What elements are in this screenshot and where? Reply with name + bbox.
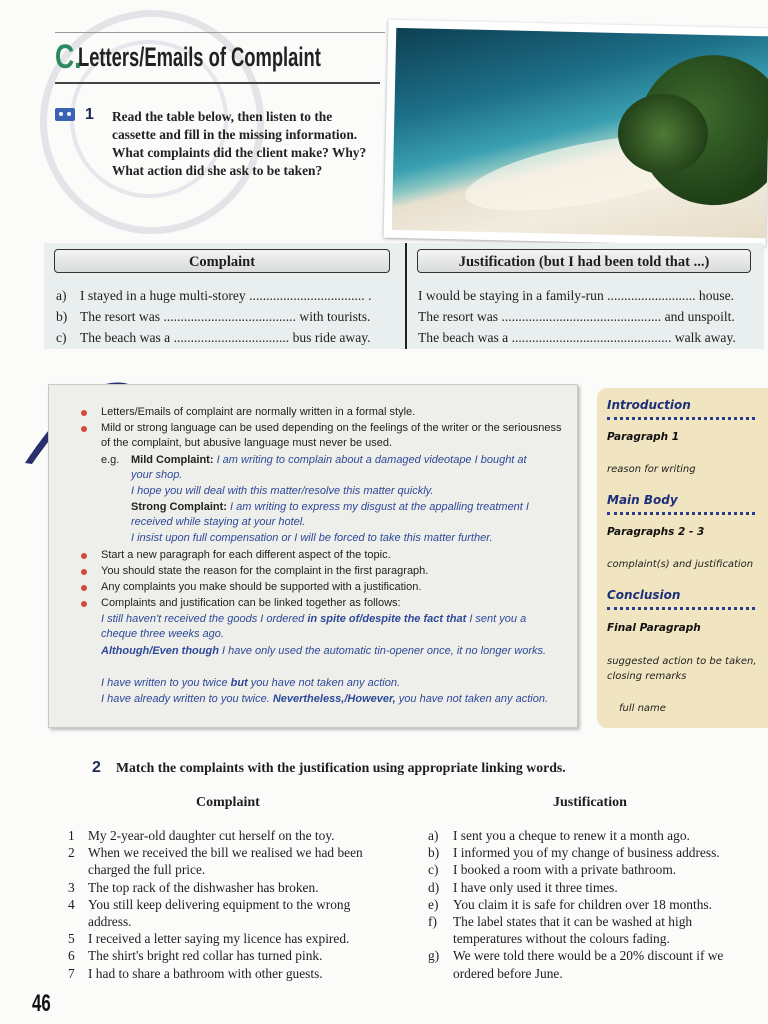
justification-item-text: temperatures without the colours fading. xyxy=(453,931,670,947)
fill-blank[interactable]: ............................................... xyxy=(501,309,662,324)
table-header-justification: Justification (but I had been told that ...) xyxy=(417,249,751,273)
fill-blank[interactable]: .................................. xyxy=(173,330,290,345)
justification-end: and unspoilt. xyxy=(664,309,735,324)
linking-example-3 xyxy=(101,676,556,691)
table-row-complaint xyxy=(80,330,371,346)
justification-item-text: I have only used it three times. xyxy=(453,879,618,895)
plan-suggested-action: suggested action to be taken, xyxy=(607,656,757,667)
exercise-2-complaint-header: Complaint xyxy=(196,795,260,810)
complaint-item-number: 7 xyxy=(68,965,75,981)
complaint-end: bus ride away. xyxy=(292,330,371,345)
beach-photo xyxy=(384,20,768,247)
complaint-text: I stayed in a huge multi-storey xyxy=(80,288,246,303)
complaint-text: The beach was a xyxy=(80,330,171,345)
justification-text: The beach was a xyxy=(418,330,509,345)
linking-example-1 xyxy=(101,612,556,642)
justification-item-text: ordered before June. xyxy=(453,965,563,981)
ex3-link: but xyxy=(230,677,248,689)
justification-item-number: e) xyxy=(428,896,439,912)
ex1-a: I still haven't received the goods I ordered xyxy=(101,613,305,625)
justification-item-text: You claim it is safe for children over 18 months. xyxy=(453,896,712,912)
justification-item-text: We were told there would be a 20% discount if we xyxy=(453,948,724,964)
plan-conclusion: Conclusion xyxy=(607,588,681,602)
complaint-item-text: The top rack of the dishwasher has broken. xyxy=(88,879,319,895)
plan-full-name: full name xyxy=(619,703,666,714)
fill-blank[interactable]: ....................................... xyxy=(163,309,296,324)
ex4-link: Nevertheless,/However, xyxy=(272,693,396,705)
plan-divider xyxy=(607,512,755,515)
complaint-end: . xyxy=(368,288,372,303)
page-title: Letters/Emails of Complaint xyxy=(78,42,321,72)
justification-item-number: d) xyxy=(428,879,440,895)
bullet-icon xyxy=(81,553,87,559)
section-letter: C. xyxy=(55,38,82,76)
complaint-item-number: 6 xyxy=(68,948,75,964)
table-row-letter: a) xyxy=(56,288,67,303)
exercise-2-number: 2 xyxy=(92,759,101,776)
bullet-icon xyxy=(81,569,87,575)
mild-text-2: I hope you will deal with this matter/resolve this matter quickly. xyxy=(131,485,434,497)
strong-complaint-example xyxy=(131,500,541,530)
complaint-item-number: 4 xyxy=(68,896,75,912)
tip-state-reason: You should state the reason for the complaint in the first paragraph. xyxy=(101,565,429,577)
justification-text: The resort was xyxy=(418,309,499,324)
tip-justification: Any complaints you make should be supported with a justification. xyxy=(101,581,422,593)
table-row-complaint xyxy=(80,288,372,304)
ex3-b: you have not taken any action. xyxy=(250,677,401,689)
tip-mild-strong: Mild or strong language can be used depending on the feelings of the writer or the seriousness of the complaint, but abusive language must never be used. xyxy=(101,422,562,449)
table-row-complaint xyxy=(80,309,370,325)
ex4-a: I have already written to you twice. xyxy=(101,693,270,705)
table-row-letter: c) xyxy=(56,330,67,345)
plan-paragraph-1: Paragraph 1 xyxy=(607,431,680,443)
table-row-justification xyxy=(418,288,734,304)
justification-item-number: b) xyxy=(428,845,440,861)
ex2-b: I have only used the automatic tin-opener once, it no longer works. xyxy=(222,645,547,657)
title-underline xyxy=(55,82,380,84)
bullet-icon xyxy=(81,601,87,607)
tip-new-paragraph: Start a new paragraph for each different aspect of the topic. xyxy=(101,549,391,561)
letter-plan-box xyxy=(597,388,768,728)
linking-example-2 xyxy=(101,644,551,659)
plan-paragraphs-2-3: Paragraphs 2 - 3 xyxy=(607,526,705,538)
page-number: 46 xyxy=(32,990,51,1017)
justification-item-text: I booked a room with a private bathroom. xyxy=(453,862,677,878)
table-row-letter: b) xyxy=(56,309,68,324)
complaint-item-number: 2 xyxy=(68,845,75,861)
complaint-item-text: You still keep delivering equipment to the wrong xyxy=(88,896,351,912)
ex1-link: in spite of/despite the fact that xyxy=(307,613,467,625)
bullet-icon xyxy=(81,585,87,591)
plan-reason: reason for writing xyxy=(607,464,696,475)
fill-blank[interactable]: ............................................... xyxy=(511,330,672,345)
strong-text-2: I insist upon full compensation or I will be forced to take this matter further. xyxy=(131,532,493,544)
ex1-b: I sent you a cheque three weeks ago. xyxy=(101,613,527,640)
tips-box xyxy=(48,384,578,728)
exercise-1-number: 1 xyxy=(85,106,94,123)
beach-photo-image xyxy=(392,28,768,238)
exercise-1-instructions: Read the table below, then listen to the cassette and fill in the missing information. What complaints did the client make? Why? What action did she ask to be taken? xyxy=(112,109,367,178)
plan-introduction: Introduction xyxy=(607,398,691,412)
complaint-item-number: 1 xyxy=(68,828,75,843)
eg-label: e.g. xyxy=(101,454,120,466)
table-row-justification xyxy=(418,330,736,346)
bullet-icon xyxy=(81,426,87,432)
justification-end: walk away. xyxy=(674,330,736,345)
plan-complaints: complaint(s) and justification xyxy=(607,559,754,570)
linking-example-4 xyxy=(101,692,556,707)
complaint-item-text: I received a letter saying my licence has expired. xyxy=(88,931,350,947)
table-divider xyxy=(405,243,407,349)
complaint-item-text: charged the full price. xyxy=(88,862,206,878)
ex2-link: Although/Even though xyxy=(101,645,219,657)
table-row-justification xyxy=(418,309,735,325)
justification-text: I would be staying in a family-run xyxy=(418,288,604,303)
mild-label: Mild Complaint: xyxy=(131,454,214,466)
table-header-complaint: Complaint xyxy=(54,249,390,273)
mild-complaint-example xyxy=(131,453,551,483)
strong-label: Strong Complaint: xyxy=(131,501,227,513)
complaint-end: with tourists. xyxy=(299,309,371,324)
ex3-a: I have written to you twice xyxy=(101,677,228,689)
complaint-item-text: address. xyxy=(88,914,132,929)
plan-divider xyxy=(607,607,755,610)
tip-linking: Complaints and justification can be linked together as follows: xyxy=(101,597,401,609)
justification-item-text: I informed you of my change of business address. xyxy=(453,845,720,861)
fill-blank[interactable]: .................................. xyxy=(249,288,365,303)
fill-blank[interactable]: .......................... xyxy=(607,288,696,303)
mild-text-1: I am writing to complain about a damaged videotape I bought at your shop. xyxy=(131,454,527,481)
plan-closing-remarks: closing remarks xyxy=(607,671,687,682)
exercise-2-instructions: Match the complaints with the justification using appropriate linking words. xyxy=(116,760,566,775)
complaint-item-text: My 2-year-old daughter cut herself on the toy. xyxy=(88,828,335,843)
complaint-item-number: 3 xyxy=(68,879,75,895)
justification-item-number: a) xyxy=(428,828,439,843)
justification-item-text: The label states that it can be washed at high xyxy=(453,914,693,929)
cassette-icon xyxy=(55,108,75,121)
complaint-item-number: 5 xyxy=(68,931,75,947)
exercise-2-justification-header: Justification xyxy=(553,795,627,810)
plan-main-body: Main Body xyxy=(607,493,678,507)
tip-formal-style: Letters/Emails of complaint are normally written in a formal style. xyxy=(101,406,416,418)
header-rule xyxy=(55,32,385,33)
plan-divider xyxy=(607,417,755,420)
justification-end: house. xyxy=(698,288,735,303)
bullet-icon xyxy=(81,410,87,416)
complaint-item-text: When we received the bill we realised we had been xyxy=(88,845,363,861)
justification-item-number: c) xyxy=(428,862,439,878)
plan-final-paragraph: Final Paragraph xyxy=(607,622,701,634)
justification-item-number: g) xyxy=(428,948,440,964)
complaint-text: The resort was xyxy=(80,309,161,324)
complaint-item-text: The shirt's bright red collar has turned pink. xyxy=(88,948,323,964)
strong-text-1: I am writing to express my disgust at the appalling treatment I received while staying at your hotel. xyxy=(131,501,529,528)
ex4-b: you have not taken any action. xyxy=(398,693,548,705)
justification-item-text: I sent you a cheque to renew it a month ago. xyxy=(453,828,690,843)
complaint-item-text: I had to share a bathroom with other guests. xyxy=(88,965,323,981)
justification-item-number: f) xyxy=(428,914,437,929)
